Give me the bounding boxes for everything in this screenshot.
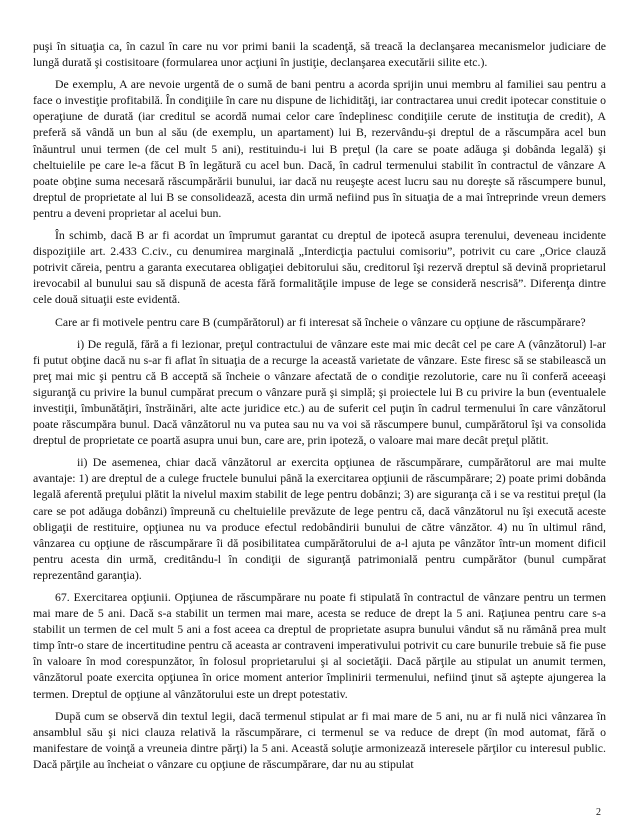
paragraph-4: Care ar fi motivele pentru care B (cumpărătorul) ar fi interesat să încheie o vânzare cu opţiune de răscumpărare? bbox=[55, 314, 586, 329]
paragraph-2: De exemplu, A are nevoie urgentă de o sumă de bani pentru a acorda sprijin unui membru al familiei sau pentru a face o investiţie profitabilă. În condiţiile în care nu dispune de lichidităţi, iar contractarea unui credit ipotecar constituie o operaţiune de durată (iar creditul se acordă numai celor care îndeplinesc condiţiile cerute de instituţia de credit), A preferă să vândă un bun al său (de exemplu, un apartament) lui B, rezervându-şi dreptul de a răscumpăra acel bun înăuntrul unui termen (de cel mult 5 ani), restituindu-i lui B preţul (la care se poate adăuga şi dobânda legală) şi cheltuielile pe care le-a făcut B în legătură cu acel bun. Dacă, în cadrul termenului stabilit în contractul de vânzare A poate obţine suma necesară răscumpărării bunului, iar dacă nu reuşeşte acest lucru sau nu doreşte să răscumpere bunul, dreptul de proprietate al lui B se consolidează, acesta din urmă nefiind pus în situaţia de a mai întreprinde vreun demers pentru a deveni proprietar al acelui bun. bbox=[33, 77, 606, 220]
paragraph-1: puşi în situaţia ca, în cazul în care nu vor primi banii la scadenţă, să treacă la declanşarea mecanismelor judiciare de lungă durată şi costisitoare (formularea unor acţiuni în justiţie, declanşarea executării silite etc.). bbox=[33, 39, 606, 70]
paragraph-8: După cum se observă din textul legii, dacă termenul stipulat ar fi mai mare de 5 ani, nu ar fi nulă nici vânzarea în ansamblul său şi nici clauza relativă la răscumpărare, ci termenul se va reduce de drept (în mod automat, fără o manifestare de voinţă a vreuneia dintre părţi) la 5 ani. Această soluţie armonizează interesele părţilor cu interesul public. Dacă părţile au încheiat o vânzare cu opţiune de răscumpărare, dar nu au stipulat bbox=[33, 708, 606, 771]
paragraph-7-section-67: 67. Exercitarea opţiunii. Opţiunea de răscumpărare nu poate fi stipulată în contractul de vânzare pentru un termen mai mare de 5 ani. Dacă s-a stabilit un termen mai mare, acesta se reduce de drept la 5 ani. Raţiunea pentru care s-a stabilit un termen de cel mult 5 ani a fost aceea ca dreptul de proprietate asupra bunului vândut să nu rămână prea mult timp într-o stare de incertitudine pentru că aceasta ar contraveni imperativului potrivit cu care bunurile trebuie să fie puse în valoare în mod corespunzător, în folosul proprietarului şi al societăţii. Dacă părţile au stipulat un anumit termen, vânzătorul poate exercita opţiunea în orice moment anterior împlinirii termenului, nefiind ţinut să aştepte ajungerea la termen. Dreptul de opţiune al vânzătorului este un drept potestativ. bbox=[33, 590, 606, 701]
paragraph-6: ii) De asemenea, chiar dacă vânzătorul ar exercita opţiunea de răscumpărare, cumpărătorul are mai multe avantaje: 1) are dreptul de a culege fructele bunului până la exercitarea opţiunii de răscumpărare; 2) poate primi dobânda legală aferentă preţului plătit la nivelul maxim stabilit de lege pentru dobânzi; 3) are siguranţa că i se va restitui preţul (la care se pot adăuga dobânzi) împreună cu cheltuielile prevăzute de lege pentru că, dacă vânzătorul nu îşi execută aceste obligaţii de restituire, opţiunea nu va produce efectul redobândirii bunului de către vânzător. 4) nu în ultimul rând, vânzarea cu opţiune de răscumpărare îi dă posibilitatea cumpărătorului de a-l ajuta pe vânzător într-un moment dificil pentru acesta din urmă, creditându-l în condiţii de siguranţă patrimonială pentru cumpărător (bunul cumpărat reprezentând garanţia). bbox=[33, 455, 606, 582]
paragraph-3: În schimb, dacă B ar fi acordat un împrumut garantat cu dreptul de ipotecă asupra terenului, deveneau incidente dispoziţiile art. 2.433 C.civ., cu denumirea marginală „Interdicţia pactului comisoriu”, potrivit cu care „Orice clauză potrivit căreia, pentru a garanta executarea obligaţiei debitorului său, creditorul îşi rezervă dreptul să devină proprietarul irevocabil al bunului sau să dispună de acesta fără formalităţile impuse de lege se consideră nescrisă”. Diferenţa dintre cele două situaţii este evidentă. bbox=[33, 228, 606, 307]
page-number: 2 bbox=[596, 807, 601, 818]
paragraph-5: i) De regulă, fără a fi lezionar, preţul contractului de vânzare este mai mic decât cel pe care A (vânzătorul) l-ar fi putut obţine dacă nu s-ar fi aflat în situaţia de a recurge la această varietate de vânzare. Este firesc să se stabilească un preţ mai mic şi pentru că B acceptă să încheie o vânzare afectată de o condiţie rezolutorie, care nu îi conferă aceeaşi siguranţă cu privire la bunul cumpărat precum o vânzare pură şi simplă; şi proiectele lui B cu privire la bun (eventualele investiţii, îmbunătăţiri, înstrăinări, alte acte juridice etc.) au de suferit cel puţin în cadrul termenului în care vânzătorul poate răscumpăra bunul. Dacă vânzătorul nu va putea sau nu va voi să răscumpere bunul, cumpărătorul îşi va consolida dreptul de proprietate ce poartă asupra unui bun, care are, prin ipoteză, o valoare mai mare decât preţul plătit. bbox=[33, 336, 606, 448]
